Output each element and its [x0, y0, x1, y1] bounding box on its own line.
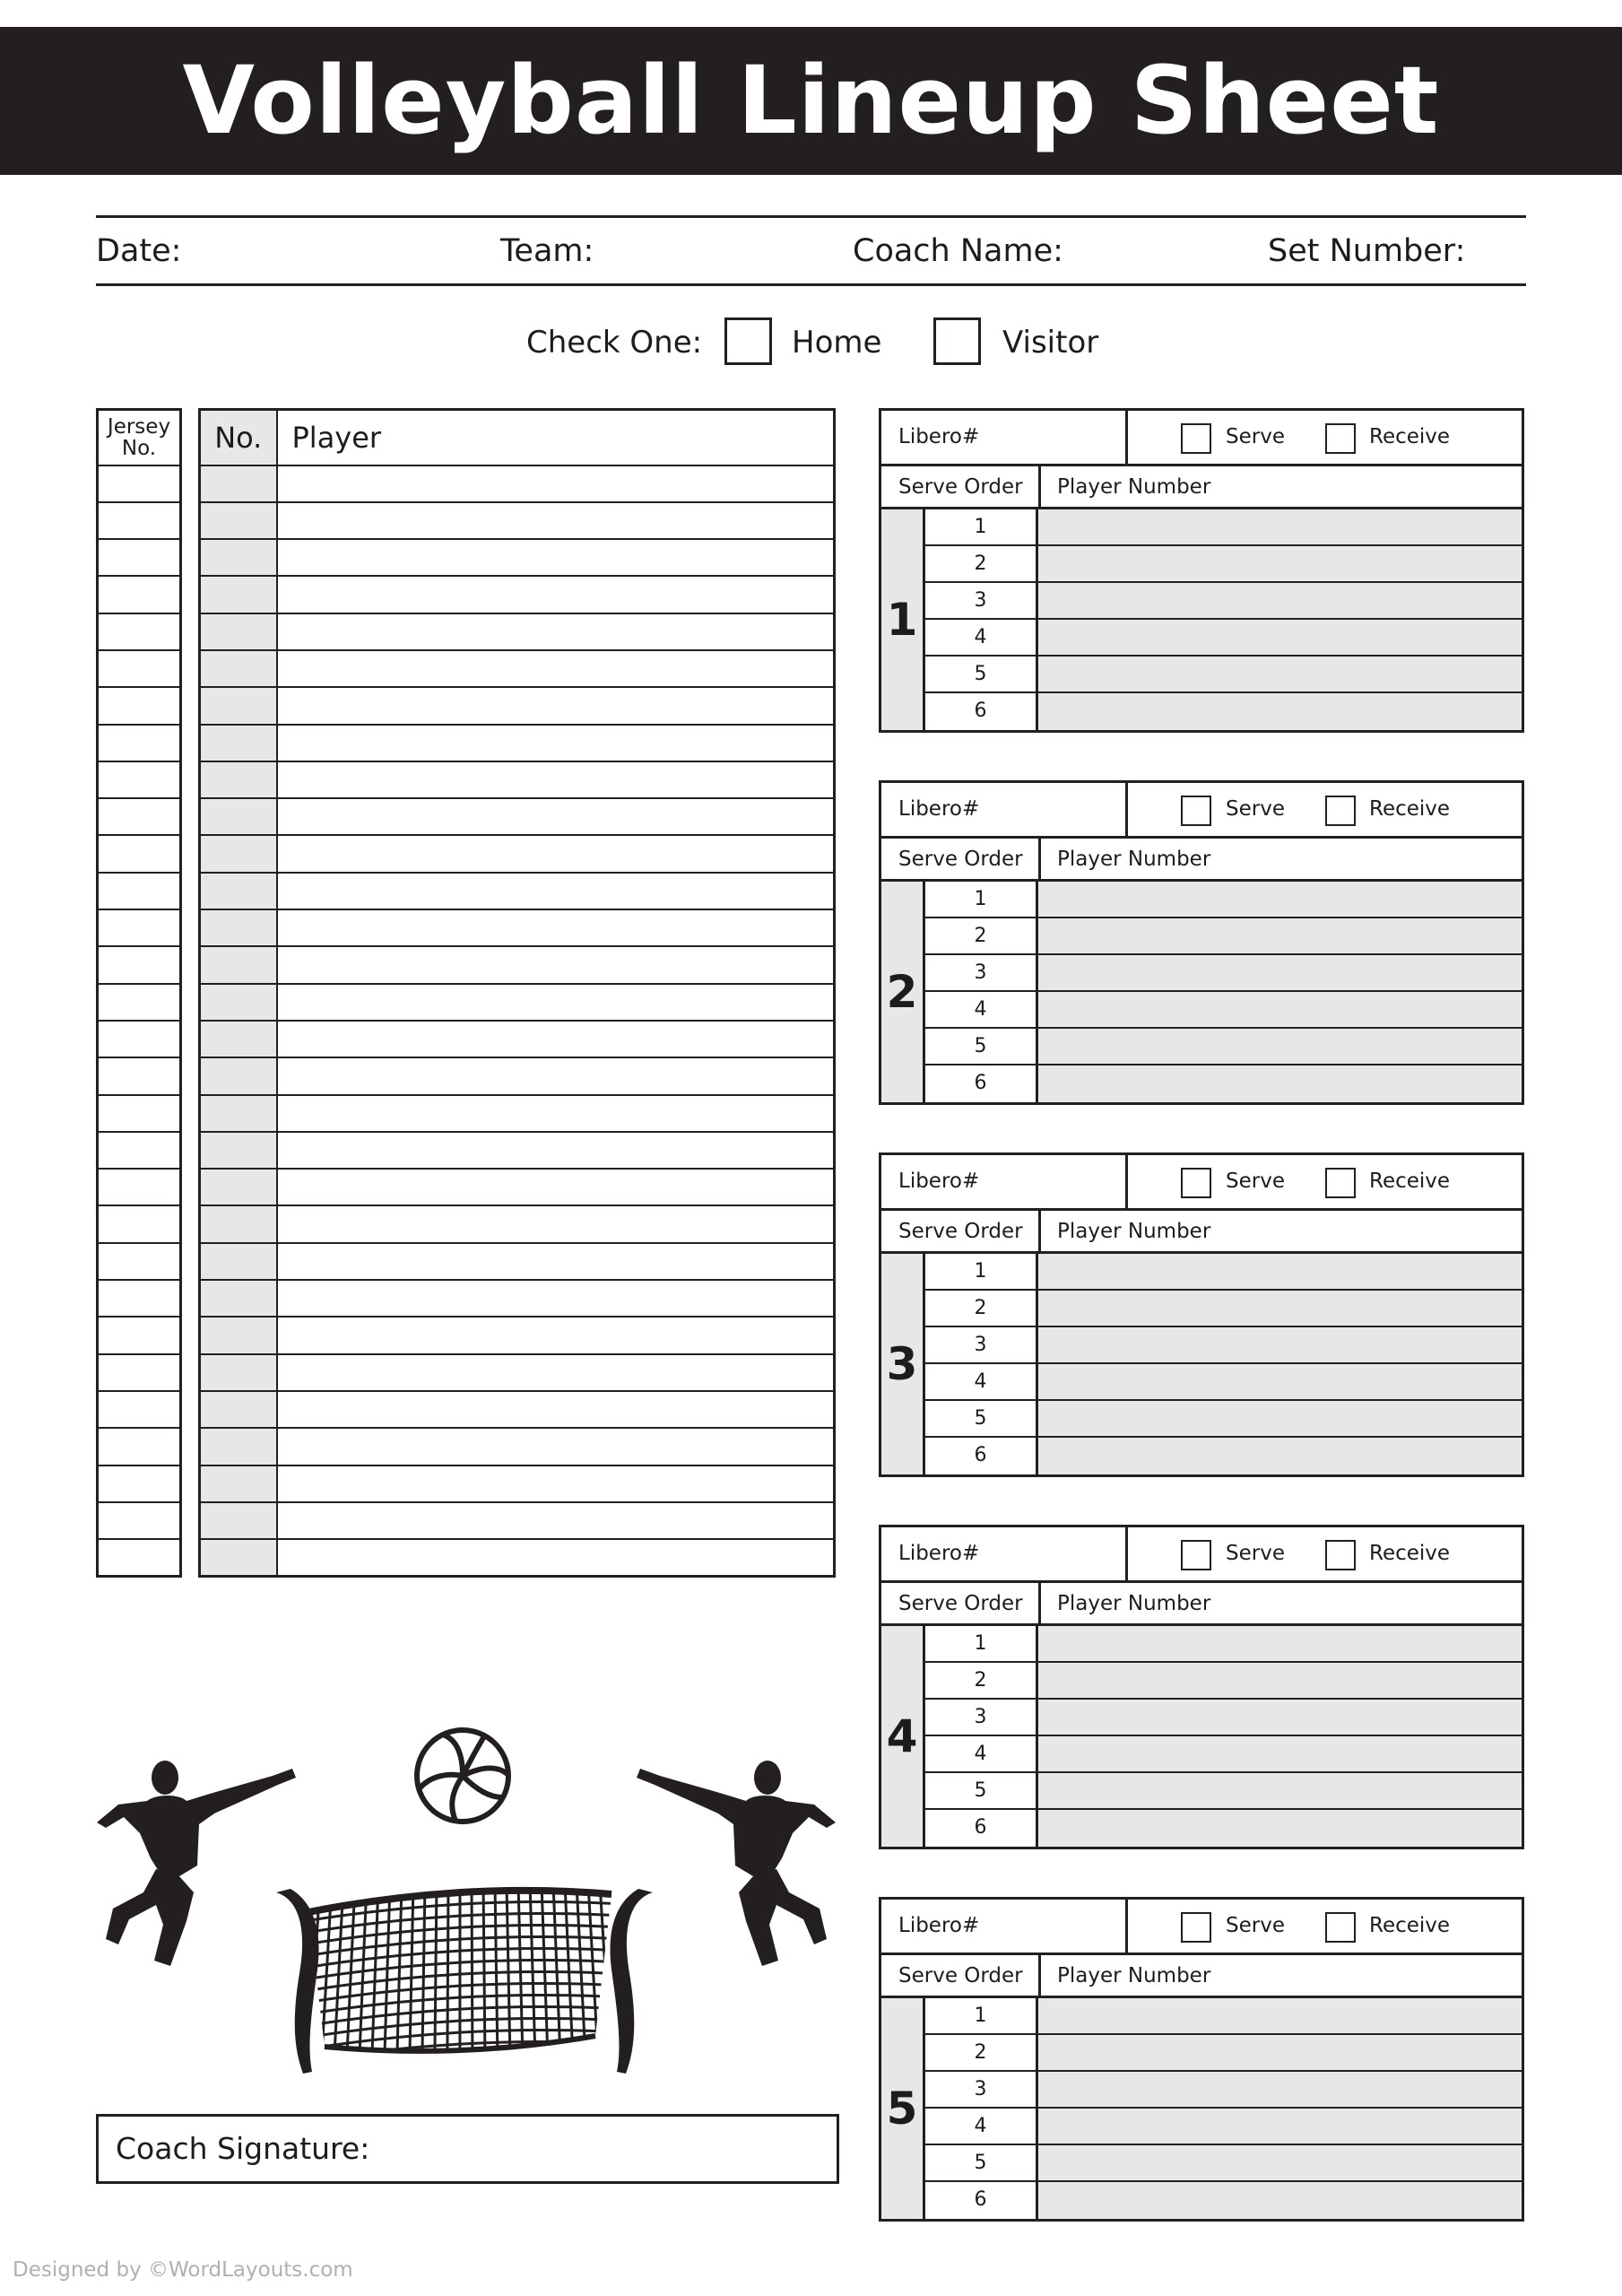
header-bottom-rule	[96, 283, 1526, 286]
table-row	[200, 835, 835, 872]
coach-signature-label: Coach Signature:	[116, 2131, 370, 2166]
table-row	[200, 909, 835, 946]
no-cell[interactable]	[200, 1057, 277, 1094]
libero-label: Libero#	[898, 1170, 980, 1193]
no-cell[interactable]	[200, 687, 277, 724]
serve-order-cell: 3	[925, 955, 1036, 992]
jersey-header-line2: No.	[121, 436, 157, 460]
no-cell[interactable]	[200, 576, 277, 613]
player-cell[interactable]	[277, 725, 835, 761]
serve-order-header: Serve Order	[898, 848, 1023, 871]
serve-order-column	[925, 1998, 1038, 2219]
player-cell[interactable]	[277, 465, 835, 502]
table-row	[200, 984, 835, 1021]
set-block-4	[879, 1525, 1524, 1849]
player-cell[interactable]	[277, 909, 835, 946]
no-cell[interactable]	[200, 502, 277, 539]
player-number-cell[interactable]	[1038, 2182, 1522, 2219]
jersey-cell[interactable]	[98, 1465, 181, 1502]
serve-order-column	[925, 1626, 1038, 1847]
player-cell[interactable]	[277, 1169, 835, 1205]
jersey-header-line1: Jersey	[107, 414, 171, 439]
no-cell[interactable]	[200, 909, 277, 946]
serve-checkbox[interactable]	[1181, 1912, 1211, 1943]
jersey-cell[interactable]	[98, 798, 181, 835]
home-label: Home	[792, 325, 882, 361]
table-row	[200, 1465, 835, 1502]
column-header-row	[881, 1955, 1522, 1998]
no-cell[interactable]	[200, 1132, 277, 1169]
player-cell[interactable]	[277, 1021, 835, 1057]
set-block-1	[879, 408, 1524, 733]
divider	[1125, 1900, 1128, 1952]
serve-label: Serve	[1226, 425, 1285, 448]
serve-order-cell: 6	[974, 1816, 987, 1839]
player-cell[interactable]	[277, 687, 835, 724]
no-cell[interactable]	[200, 725, 277, 761]
jersey-cell[interactable]	[98, 1280, 181, 1317]
serve-checkbox[interactable]	[1181, 796, 1211, 826]
player-number-cell[interactable]	[1038, 1438, 1522, 1474]
jersey-cell[interactable]	[98, 946, 181, 983]
player-number-column	[1038, 882, 1522, 1102]
page-title: Volleyball Lineup Sheet	[182, 46, 1440, 155]
serve-order-cell: 1	[925, 509, 1036, 546]
player-number-cell[interactable]	[1038, 1254, 1522, 1291]
no-cell[interactable]	[200, 1205, 277, 1242]
player-cell[interactable]	[277, 1243, 835, 1280]
divider	[1038, 839, 1041, 879]
player-number-cell[interactable]	[1038, 1773, 1522, 1810]
table-row	[200, 1132, 835, 1169]
player-cell[interactable]	[277, 1465, 835, 1502]
visitor-checkbox[interactable]	[933, 317, 981, 365]
player-number-header: Player Number	[1057, 475, 1211, 499]
set-number: 1	[881, 509, 925, 730]
player-table	[198, 408, 836, 1578]
column-header-row	[881, 839, 1522, 882]
serve-order-column	[925, 882, 1038, 1102]
receive-label: Receive	[1369, 1542, 1451, 1565]
no-cell[interactable]	[200, 1539, 277, 1576]
player-header: Player	[277, 410, 835, 465]
receive-label: Receive	[1369, 425, 1451, 448]
jersey-cell[interactable]	[98, 650, 181, 687]
serve-order-header: Serve Order	[898, 1592, 1023, 1615]
divider	[1038, 466, 1041, 507]
player-number-cell[interactable]	[1038, 1291, 1522, 1327]
divider	[1125, 1155, 1128, 1208]
table-row	[200, 650, 835, 687]
column-header-row	[881, 1583, 1522, 1626]
jersey-cell[interactable]	[98, 1169, 181, 1205]
table-row	[200, 1354, 835, 1391]
jersey-header	[98, 410, 181, 465]
player-cell[interactable]	[277, 1317, 835, 1353]
header-top-rule	[96, 215, 1526, 218]
jumping-player-left-icon	[93, 1758, 299, 1969]
table-row	[200, 1428, 835, 1465]
player-cell[interactable]	[277, 1205, 835, 1242]
receive-label: Receive	[1369, 797, 1451, 821]
serve-order-cell: 3	[925, 583, 1036, 620]
receive-checkbox[interactable]	[1325, 796, 1356, 826]
table-row	[200, 687, 835, 724]
player-number-cell[interactable]	[1038, 620, 1522, 657]
jersey-cell[interactable]	[98, 1502, 181, 1539]
serve-order-cell: 4	[925, 992, 1036, 1029]
libero-row	[881, 411, 1522, 466]
divider	[1125, 783, 1128, 836]
player-number-cell[interactable]	[1038, 693, 1522, 730]
jersey-cell[interactable]	[98, 1021, 181, 1057]
divider	[1038, 1955, 1041, 1996]
player-number-header: Player Number	[1057, 848, 1211, 871]
table-row	[200, 1502, 835, 1539]
no-cell[interactable]	[200, 761, 277, 798]
receive-checkbox[interactable]	[1325, 1912, 1356, 1943]
table-row	[200, 539, 835, 576]
player-cell[interactable]	[277, 502, 835, 539]
player-cell[interactable]	[277, 835, 835, 872]
serve-order-cell: 6	[974, 2188, 987, 2211]
column-header-row	[881, 466, 1522, 509]
player-number-column	[1038, 1998, 1522, 2219]
no-cell[interactable]	[200, 1354, 277, 1391]
serve-order-cell: 3	[925, 2072, 1036, 2109]
no-cell[interactable]	[200, 1280, 277, 1317]
player-cell[interactable]	[277, 1391, 835, 1428]
jersey-table	[96, 408, 182, 1578]
table-row	[200, 1057, 835, 1094]
table-row	[200, 725, 835, 761]
serve-order-cell: 5	[925, 657, 1036, 693]
divider	[1125, 411, 1128, 464]
serve-order-cell: 2	[925, 1663, 1036, 1700]
libero-row	[881, 1155, 1522, 1211]
player-number-cell[interactable]	[1038, 1700, 1522, 1736]
serve-order-cell: 1	[925, 1626, 1036, 1663]
player-number-cell[interactable]	[1038, 1736, 1522, 1773]
libero-label: Libero#	[898, 1914, 980, 1937]
player-cell[interactable]	[277, 1280, 835, 1317]
serve-order-cell: 3	[925, 1700, 1036, 1736]
serve-order-cell: 4	[925, 1364, 1036, 1401]
serve-order-header: Serve Order	[898, 475, 1023, 499]
table-row	[200, 1243, 835, 1280]
no-cell[interactable]	[200, 946, 277, 983]
player-cell[interactable]	[277, 761, 835, 798]
no-cell[interactable]	[200, 613, 277, 650]
player-number-cell[interactable]	[1038, 657, 1522, 693]
serve-label: Serve	[1226, 1170, 1285, 1193]
table-row	[200, 761, 835, 798]
player-number-cell[interactable]	[1038, 1364, 1522, 1401]
table-row	[200, 613, 835, 650]
player-number-cell[interactable]	[1038, 1810, 1522, 1847]
set-number: 3	[881, 1254, 925, 1474]
no-cell[interactable]	[200, 1391, 277, 1428]
serve-order-cell: 2	[925, 918, 1036, 955]
player-cell[interactable]	[277, 1354, 835, 1391]
player-cell[interactable]	[277, 946, 835, 983]
player-number-cell[interactable]	[1038, 1327, 1522, 1364]
table-row	[200, 946, 835, 983]
jersey-cell[interactable]	[98, 835, 181, 872]
serve-order-cell: 1	[925, 882, 1036, 918]
libero-label: Libero#	[898, 425, 980, 448]
player-number-column	[1038, 1626, 1522, 1847]
player-number-cell[interactable]	[1038, 992, 1522, 1029]
receive-checkbox[interactable]	[1325, 1540, 1356, 1570]
serve-order-cell: 5	[925, 1773, 1036, 1810]
divider	[1038, 1583, 1041, 1623]
table-row	[200, 502, 835, 539]
no-cell[interactable]	[200, 1465, 277, 1502]
player-number-cell[interactable]	[1038, 2145, 1522, 2182]
serve-order-column	[925, 1254, 1038, 1474]
title-banner	[0, 27, 1622, 175]
player-cell[interactable]	[277, 1539, 835, 1576]
jersey-cell[interactable]	[98, 1354, 181, 1391]
receive-checkbox[interactable]	[1325, 423, 1356, 454]
jersey-cell[interactable]	[98, 1057, 181, 1094]
serve-order-cell: 4	[925, 2109, 1036, 2145]
set-number: 2	[881, 882, 925, 1102]
no-cell[interactable]	[200, 798, 277, 835]
player-number-cell[interactable]	[1038, 1029, 1522, 1065]
player-number-cell[interactable]	[1038, 918, 1522, 955]
serve-checkbox[interactable]	[1181, 1540, 1211, 1570]
no-cell[interactable]	[200, 835, 277, 872]
team-label: Team:	[500, 233, 594, 269]
player-cell[interactable]	[277, 1428, 835, 1465]
table-row	[200, 1539, 835, 1576]
player-number-cell[interactable]	[1038, 583, 1522, 620]
player-cell[interactable]	[277, 539, 835, 576]
set-number: 4	[881, 1626, 925, 1847]
set-block-3	[879, 1152, 1524, 1477]
set-block-2	[879, 780, 1524, 1105]
table-row	[200, 1169, 835, 1205]
player-number-cell[interactable]	[1038, 546, 1522, 583]
table-row	[200, 1317, 835, 1353]
set-number: 5	[881, 1998, 925, 2219]
no-cell[interactable]	[200, 1317, 277, 1353]
table-row	[200, 576, 835, 613]
player-number-header: Player Number	[1057, 1220, 1211, 1243]
player-cell[interactable]	[277, 1132, 835, 1169]
table-row	[200, 1391, 835, 1428]
table-row	[200, 798, 835, 835]
visitor-label: Visitor	[1002, 325, 1099, 361]
player-number-cell[interactable]	[1038, 1401, 1522, 1438]
serve-order-cell: 1	[925, 1998, 1036, 2035]
libero-label: Libero#	[898, 797, 980, 821]
check-one-label: Check One:	[526, 325, 703, 361]
serve-label: Serve	[1226, 1542, 1285, 1565]
player-cell[interactable]	[277, 798, 835, 835]
player-number-cell[interactable]	[1038, 2072, 1522, 2109]
libero-row	[881, 1900, 1522, 1955]
serve-order-cell: 2	[925, 2035, 1036, 2072]
serve-label: Serve	[1226, 1914, 1285, 1937]
jersey-cell[interactable]	[98, 502, 181, 539]
player-number-cell[interactable]	[1038, 509, 1522, 546]
player-cell[interactable]	[277, 613, 835, 650]
player-number-cell[interactable]	[1038, 1626, 1522, 1663]
serve-label: Serve	[1226, 797, 1285, 821]
jersey-cell[interactable]	[98, 1132, 181, 1169]
no-cell[interactable]	[200, 1095, 277, 1132]
table-row	[200, 465, 835, 502]
serve-order-header: Serve Order	[898, 1964, 1023, 1987]
player-cell[interactable]	[277, 873, 835, 909]
designer-credit: Designed by ©WordLayouts.com	[13, 2258, 353, 2282]
no-cell[interactable]	[200, 650, 277, 687]
no-cell[interactable]	[200, 539, 277, 576]
jersey-cell[interactable]	[98, 984, 181, 1021]
player-number-cell[interactable]	[1038, 882, 1522, 918]
jersey-cell[interactable]	[98, 761, 181, 798]
serve-checkbox[interactable]	[1181, 1168, 1211, 1198]
no-cell[interactable]	[200, 1428, 277, 1465]
jersey-cell[interactable]	[98, 1391, 181, 1428]
jersey-cell[interactable]	[98, 1428, 181, 1465]
serve-order-cell: 2	[925, 546, 1036, 583]
net-icon	[273, 1883, 656, 2076]
jersey-cell[interactable]	[98, 909, 181, 946]
player-cell[interactable]	[277, 576, 835, 613]
table-row	[200, 1205, 835, 1242]
player-number-cell[interactable]	[1038, 1663, 1522, 1700]
player-number-column	[1038, 1254, 1522, 1474]
player-cell[interactable]	[277, 650, 835, 687]
serve-checkbox[interactable]	[1181, 423, 1211, 454]
set-number-label: Set Number:	[1268, 233, 1466, 269]
receive-label: Receive	[1369, 1914, 1451, 1937]
serve-order-cell: 2	[925, 1291, 1036, 1327]
serve-order-cell: 4	[925, 1736, 1036, 1773]
home-checkbox[interactable]	[724, 317, 772, 365]
jersey-cell[interactable]	[98, 1317, 181, 1353]
jersey-cell[interactable]	[98, 873, 181, 909]
serve-order-cell: 4	[925, 620, 1036, 657]
table-row	[200, 1021, 835, 1057]
volleyball-icon	[409, 1726, 516, 1826]
jersey-cell[interactable]	[98, 539, 181, 576]
set-block-5	[879, 1897, 1524, 2222]
no-cell[interactable]	[200, 984, 277, 1021]
player-cell[interactable]	[277, 984, 835, 1021]
no-header: No.	[200, 410, 277, 465]
serve-order-cell: 6	[974, 700, 987, 722]
table-row	[200, 1095, 835, 1132]
serve-order-cell: 5	[925, 2145, 1036, 2182]
receive-checkbox[interactable]	[1325, 1168, 1356, 1198]
jersey-cell[interactable]	[98, 1205, 181, 1242]
receive-label: Receive	[1369, 1170, 1451, 1193]
player-number-cell[interactable]	[1038, 1998, 1522, 2035]
jersey-cell[interactable]	[98, 1095, 181, 1132]
serve-order-cell: 1	[925, 1254, 1036, 1291]
no-cell[interactable]	[200, 1021, 277, 1057]
serve-order-cell: 5	[925, 1401, 1036, 1438]
serve-order-header: Serve Order	[898, 1220, 1023, 1243]
jersey-cell[interactable]	[98, 1539, 181, 1576]
no-cell[interactable]	[200, 873, 277, 909]
jersey-cell[interactable]	[98, 725, 181, 761]
player-number-header: Player Number	[1057, 1592, 1211, 1615]
player-number-cell[interactable]	[1038, 955, 1522, 992]
date-label: Date:	[96, 233, 182, 269]
serve-order-cell: 6	[974, 1072, 987, 1094]
divider	[1038, 1211, 1041, 1251]
jumping-player-right-icon	[633, 1758, 839, 1969]
player-number-cell[interactable]	[1038, 2109, 1522, 2145]
player-cell[interactable]	[277, 1502, 835, 1539]
jersey-cell[interactable]	[98, 576, 181, 613]
serve-order-cell: 5	[925, 1029, 1036, 1065]
no-cell[interactable]	[200, 1502, 277, 1539]
jersey-cell[interactable]	[98, 1243, 181, 1280]
jersey-cell[interactable]	[98, 613, 181, 650]
no-cell[interactable]	[200, 465, 277, 502]
serve-order-cell: 3	[925, 1327, 1036, 1364]
column-header-row	[881, 1211, 1522, 1254]
table-row	[200, 873, 835, 909]
libero-row	[881, 783, 1522, 839]
libero-label: Libero#	[898, 1542, 980, 1565]
serve-order-cell: 6	[974, 1444, 987, 1466]
jersey-cell[interactable]	[98, 465, 181, 502]
no-cell[interactable]	[200, 1169, 277, 1205]
player-number-column	[1038, 509, 1522, 730]
table-row	[200, 1280, 835, 1317]
player-number-cell[interactable]	[1038, 2035, 1522, 2072]
serve-order-column	[925, 509, 1038, 730]
divider	[1125, 1527, 1128, 1580]
no-cell[interactable]	[200, 1243, 277, 1280]
player-number-header: Player Number	[1057, 1964, 1211, 1987]
jersey-cell[interactable]	[98, 687, 181, 724]
player-cell[interactable]	[277, 1057, 835, 1094]
player-cell[interactable]	[277, 1095, 835, 1132]
player-number-cell[interactable]	[1038, 1065, 1522, 1102]
libero-row	[881, 1527, 1522, 1583]
coach-signature-box[interactable]	[96, 2114, 839, 2184]
coach-name-label: Coach Name:	[853, 233, 1063, 269]
